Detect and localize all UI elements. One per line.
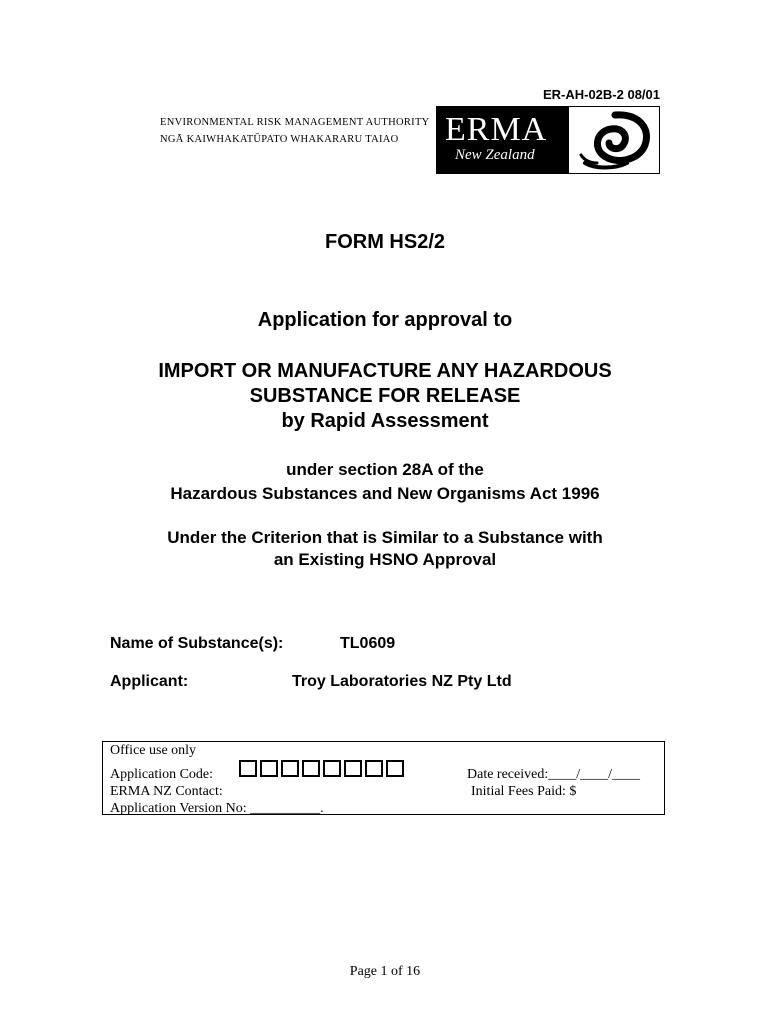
application-code-box [323, 760, 341, 777]
heading-line-3: by Rapid Assessment [281, 410, 489, 432]
heading-line-2: SUBSTANCE FOR RELEASE [249, 385, 521, 407]
application-version-label: Application Version No: __________. [110, 801, 324, 816]
application-code-box [239, 760, 257, 777]
criterion-line-2: an Existing HSNO Approval [273, 550, 497, 569]
logo-wordmark: ERMA [445, 111, 548, 148]
application-code-box [260, 760, 278, 777]
erma-contact-label: ERMA NZ Contact: [110, 784, 223, 799]
application-code-boxes [239, 760, 404, 777]
page-number: Page 1 of 16 [349, 964, 421, 979]
application-code-box [365, 760, 383, 777]
form-subtitle: Application for approval to [257, 309, 513, 331]
application-code-box [281, 760, 299, 777]
office-use-title: Office use only [110, 743, 197, 758]
office-use-box [102, 741, 665, 815]
date-received-field: Date received:____/____/____ [467, 767, 641, 782]
application-code-label: Application Code: [110, 767, 214, 782]
document-code: ER-AH-02B-2 08/01 [542, 87, 660, 102]
authority-name-maori: NGĀ KAIWHAKATŪPATO WHAKARARU TAIAO [160, 134, 399, 145]
erma-logo [436, 106, 660, 174]
criterion-line-1: Under the Criterion that is Similar to a Substance with [167, 528, 603, 547]
application-code-box [344, 760, 362, 777]
section-line-2: Hazardous Substances and New Organisms Act 1996 [170, 484, 600, 503]
applicant-label: Applicant: [110, 673, 189, 690]
form-title: FORM HS2/2 [324, 231, 446, 253]
applicant-value: Troy Laboratories NZ Pty Ltd [292, 673, 512, 690]
section-line-1: under section 28A of the [286, 460, 484, 479]
initial-fees-label: Initial Fees Paid: $ [471, 784, 577, 799]
logo-subtitle: New Zealand [455, 147, 535, 163]
application-code-box [386, 760, 404, 777]
substance-label: Name of Substance(s): [110, 635, 284, 652]
koru-emblem-icon [567, 107, 659, 173]
heading-line-1: IMPORT OR MANUFACTURE ANY HAZARDOUS [158, 360, 612, 382]
authority-name-english: ENVIRONMENTAL RISK MANAGEMENT AUTHORITY [160, 117, 430, 128]
application-code-box [302, 760, 320, 777]
substance-value: TL0609 [340, 635, 396, 652]
